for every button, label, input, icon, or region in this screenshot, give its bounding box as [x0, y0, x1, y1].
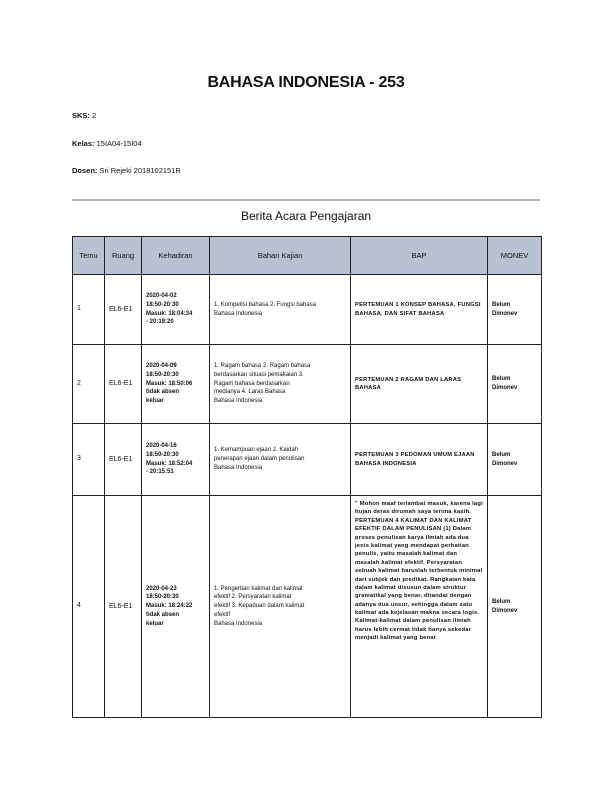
kehadiran-line: keluar — [146, 398, 164, 405]
dosen-value: Sri Rejeki 2018102151R — [99, 166, 181, 175]
bahan-line: efektif 3. Kepaduan dalam kalimat — [214, 603, 305, 610]
monev-line: Belum — [492, 301, 511, 308]
bahan-line: efektif 2. Persyaratan kalimat — [214, 594, 292, 601]
kehadiran-line: - 20:19:20 — [146, 319, 174, 326]
sks-value: 2 — [92, 111, 97, 120]
kehadiran-cell — [142, 275, 210, 345]
kehadiran-line: 2020-04-02 — [146, 293, 177, 300]
kehadiran-line: Masuk: 18:52:04 — [146, 460, 193, 467]
table-row — [73, 496, 542, 718]
kehadiran-line: 2020-04-16 — [146, 443, 177, 450]
bahan-kajian-cell — [210, 345, 351, 424]
dosen-line — [72, 166, 181, 175]
bahan-line: Bahasa Indonesia — [214, 310, 263, 317]
bahan-line: medianya 4. Laras Bahasa — [214, 389, 286, 396]
monev-cell — [488, 496, 542, 718]
bahan-line: 1. Pengertian kalimat dan kalimat — [214, 585, 303, 592]
kehadiran-line: 18:50-20:30 — [146, 371, 179, 378]
kehadiran-line: 2020-04-09 — [146, 363, 177, 370]
column-header-ruang: Ruang — [105, 237, 142, 275]
kehadiran-line: 2020-04-23 — [146, 585, 177, 592]
bahan-line: efektif — [214, 611, 231, 618]
kehadiran-line: tidak absen — [146, 611, 180, 618]
monev-line: Dimonev — [492, 460, 518, 467]
bahan-line: 1. Ragam bahasa 2. Ragam bahasa — [214, 363, 311, 370]
dosen-label: Dosen: — [72, 166, 98, 175]
bap-table — [72, 236, 542, 718]
column-header-monev: MONEV — [488, 237, 542, 275]
column-header-bap: BAP — [351, 237, 488, 275]
bahan-kajian-cell — [210, 275, 351, 345]
bahan-line: Bahasa Indonesia — [214, 464, 263, 471]
section-title: Berita Acara Pengajaran — [240, 209, 372, 223]
bahan-line: 1. Kompetisi bahasa 2. Fungsi bahasa — [214, 301, 317, 308]
bahan-line: Bahasa Indonesia — [214, 398, 263, 405]
kehadiran-line: Masuk: 18:24:22 — [146, 603, 193, 610]
monev-line: Dimonev — [492, 310, 518, 317]
bahan-line: 1. Kemampuan ejaan 2. Kaidah — [214, 447, 299, 454]
table-row — [73, 424, 542, 496]
monev-line: Dimonev — [492, 385, 518, 391]
kehadiran-cell — [142, 345, 210, 424]
ruang-cell: EL6-E1 — [105, 496, 142, 718]
bap-cell: " Mohon maaf terlambat masuk, karena lagi hujan deras dirumah saya terima kasih. PERTEMUAN 4 KALIMAT DAN KALIMAT EFEKTIF DALAM PENULISAN (1) Dalam proses penulisan karya ilmiah ada dua jenis kalimat yang mendapat perhatian penulis, yaitu masalah kalimat dan masalah kalimat efektif. Persyaratan sebuah kalimat haruslah terbentuk minimal dari subjek dan predikat. Rangkaian kata dalam kalimat disusun dalam struktur gramatikal yang benar, ditandai dengan adanya dua unsur, sehingga dalam satu kalimat ada kejelasan makna secara logis. Kalimat-kalimat dalam penulisan ilmiah harus lebih cermat tidak hanya sekedar menjadi kalimat yang benar — [351, 496, 488, 718]
kehadiran-line: tidak absen — [146, 389, 180, 396]
bahan-kajian-cell — [210, 496, 351, 718]
kehadiran-line: 18:50-20:30 — [146, 301, 179, 308]
sks-label: SKS: — [72, 111, 90, 120]
temu-cell: 4 — [73, 496, 105, 718]
table-row — [73, 275, 542, 345]
kehadiran-cell — [142, 496, 210, 718]
bap-cell: PERTEMUAN 2 RAGAM DAN LARAS BAHASA — [351, 345, 488, 424]
temu-cell: 3 — [73, 424, 105, 496]
monev-cell — [488, 345, 542, 424]
section-divider — [72, 199, 540, 201]
monev-cell — [488, 424, 542, 496]
sks-line — [72, 111, 96, 120]
bahan-line: berdasarkan situasi pemakaian 3. — [214, 371, 304, 378]
monev-cell — [488, 275, 542, 345]
column-header-kehadiran: Kehadiran — [142, 237, 210, 275]
temu-cell: 2 — [73, 345, 105, 424]
monev-line: Belum — [492, 598, 511, 605]
bahan-line: Bahasa Indonesia — [214, 620, 263, 627]
kelas-line — [72, 139, 142, 148]
temu-cell: 1 — [73, 275, 105, 345]
monev-line: Dimonev — [492, 607, 518, 614]
ruang-cell: EL6-E1 — [105, 424, 142, 496]
bahan-line: penerapan ejaan dalam penulisan — [214, 456, 305, 463]
kehadiran-line: Masuk: 18:50:06 — [146, 380, 193, 387]
kehadiran-cell — [142, 424, 210, 496]
monev-line: Belum — [492, 376, 511, 383]
kehadiran-line: keluar — [146, 620, 164, 627]
table-row — [73, 345, 542, 424]
kehadiran-line: - 20:15:51 — [146, 469, 174, 476]
kehadiran-line: Masuk: 18:04:34 — [146, 310, 193, 317]
kelas-value: 15IA04-15I04 — [96, 139, 142, 148]
monev-line: Belum — [492, 451, 511, 458]
table-header-row — [73, 237, 542, 275]
ruang-cell: EL6-E1 — [105, 345, 142, 424]
kehadiran-line: 18:50-20:30 — [146, 594, 179, 601]
bahan-kajian-cell — [210, 424, 351, 496]
ruang-cell: EL6-E1 — [105, 275, 142, 345]
kelas-label: Kelas: — [72, 139, 95, 148]
kehadiran-line: 18:50-20:30 — [146, 451, 179, 458]
bap-cell: PERTEMUAN 1 KONSEP BAHASA, FUNGSI BAHASA, DAN SIFAT BAHASA — [351, 275, 488, 345]
course-title: BAHASA INDONESIA - 253 — [207, 74, 405, 91]
column-header-temu: Temu — [73, 237, 105, 275]
bap-cell: PERTEMUAN 3 PEDOMAN UMUM EJAAN BAHASA INDONESIA — [351, 424, 488, 496]
bahan-line: Ragam bahasa berdasarkan — [214, 380, 290, 387]
column-header-bahan-kajian: Bahan Kajian — [210, 237, 351, 275]
